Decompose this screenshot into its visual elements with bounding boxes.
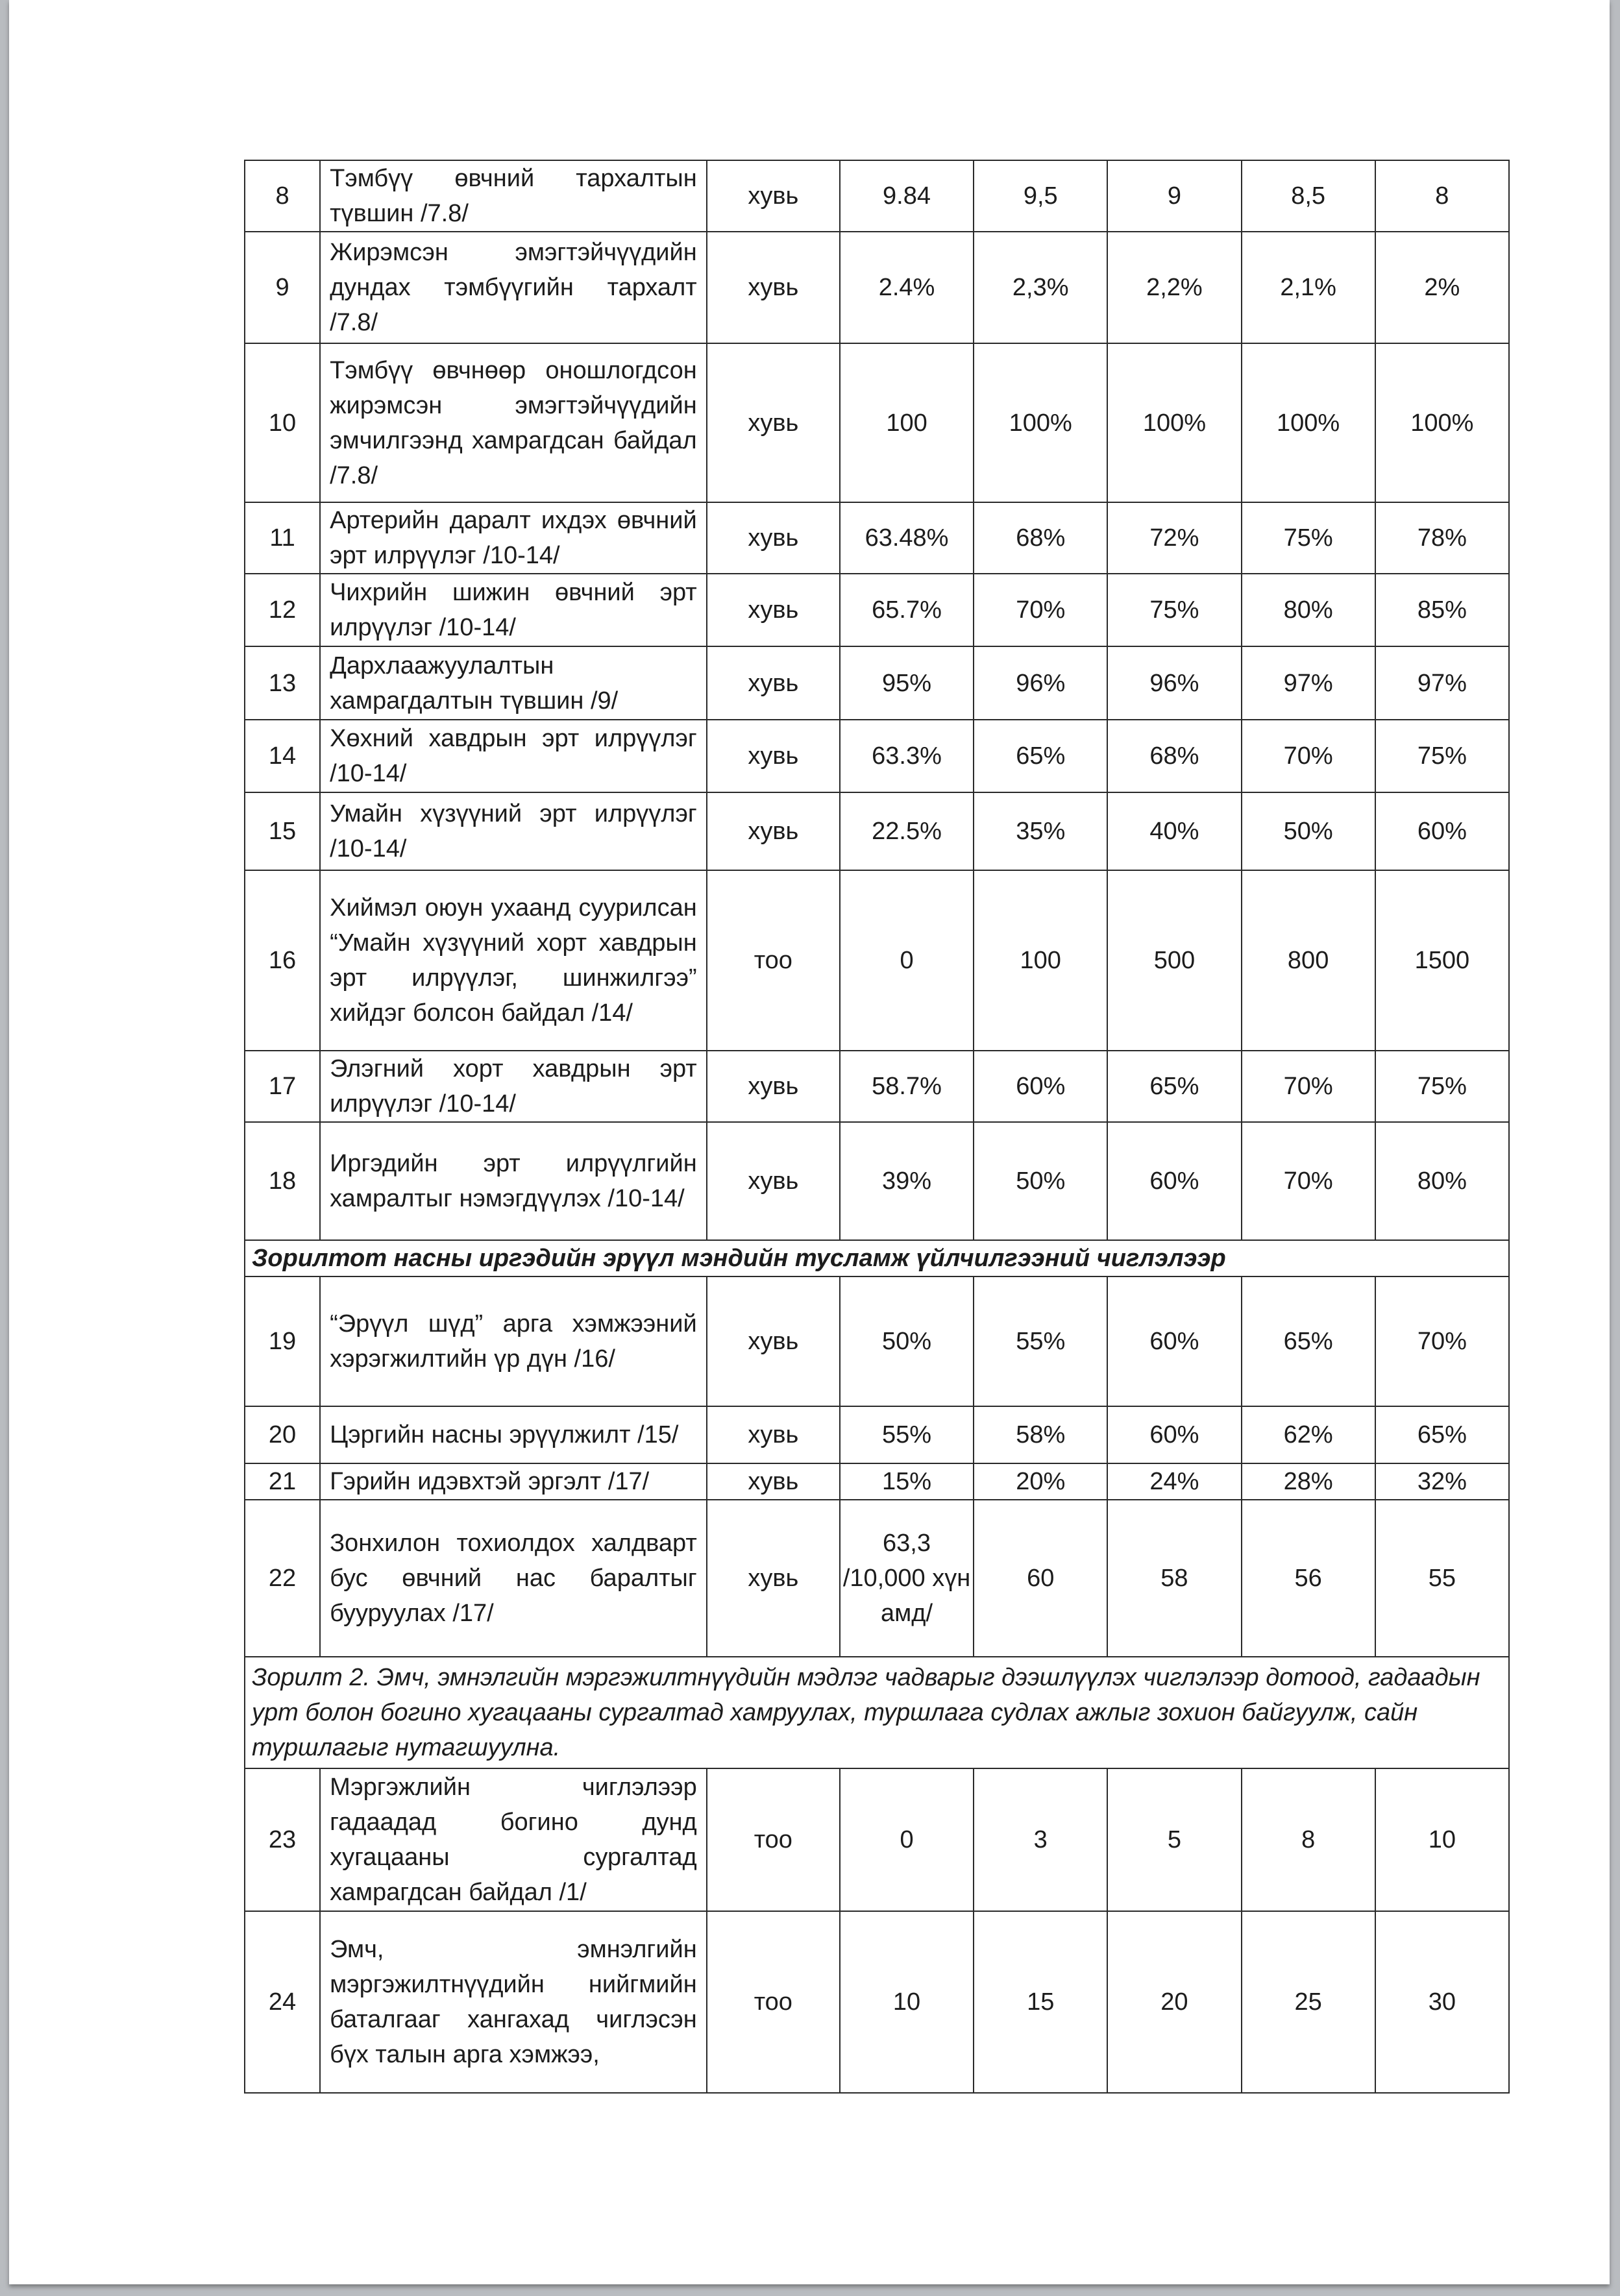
table-row [245,1276,1509,1406]
indicator-value: 1500 [1375,870,1509,1051]
row-number: 14 [245,720,320,792]
row-number: 16 [245,870,320,1051]
indicator-value: 75% [1375,720,1509,792]
indicator-value: 75% [1107,574,1241,646]
table-row [245,1051,1509,1122]
indicator-value: 100% [1375,343,1509,502]
unit-of-measure: хувь [707,574,840,646]
indicator-value: 10 [840,1911,974,2093]
unit-of-measure: хувь [707,792,840,870]
unit-of-measure: хувь [707,232,840,343]
row-number: 13 [245,646,320,720]
row-number: 21 [245,1463,320,1500]
indicator-value: 72% [1107,502,1241,574]
indicator-description: “Эрүүл шүд” арга хэмжээний хэрэгжилтийн үр дүн /16/ [320,1276,707,1406]
indicator-value: 50% [974,1122,1107,1240]
indicator-value: 96% [1107,646,1241,720]
indicator-value: 65% [1107,1051,1241,1122]
indicator-value: 55% [974,1276,1107,1406]
indicator-value: 70% [1242,1122,1375,1240]
indicator-description: Артерийн даралт ихдэх өвчний эрт илрүүлэг /10-14/ [320,502,707,574]
indicator-value: 100% [974,343,1107,502]
indicator-value: 58% [974,1406,1107,1463]
indicator-table-body [245,160,1509,2093]
table-row [245,870,1509,1051]
indicator-value: 2.4% [840,232,974,343]
table-row [245,343,1509,502]
row-number: 17 [245,1051,320,1122]
indicator-value: 56 [1242,1500,1375,1657]
indicator-description: Умайн хүзүүний эрт илрүүлэг /10-14/ [320,792,707,870]
table-row [245,1406,1509,1463]
unit-of-measure: хувь [707,720,840,792]
unit-of-measure: хувь [707,1122,840,1240]
indicator-value: 70% [1242,720,1375,792]
indicator-value: 39% [840,1122,974,1240]
indicator-value: 9.84 [840,160,974,232]
row-number: 18 [245,1122,320,1240]
unit-of-measure: хувь [707,1051,840,1122]
table-row [245,1911,1509,2093]
table-row [245,1768,1509,1911]
indicator-value: 65% [1242,1276,1375,1406]
table-row [245,1463,1509,1500]
table-row [245,232,1509,343]
row-number: 8 [245,160,320,232]
indicator-value: 70% [974,574,1107,646]
indicator-value: 0 [840,870,974,1051]
row-number: 23 [245,1768,320,1911]
indicator-description: Хиймэл оюун ухаанд суурилсан “Умайн хүзүүний хорт хавдрын эрт илрүүлэг, шинжилгээ” хийдэг болсон байдал /14/ [320,870,707,1051]
indicator-value: 85% [1375,574,1509,646]
indicator-value: 2,3% [974,232,1107,343]
indicator-value: 5 [1107,1768,1241,1911]
indicator-value: 24% [1107,1463,1241,1500]
goal-2-statement-row [245,1657,1509,1768]
indicator-value: 58.7% [840,1051,974,1122]
indicator-value: 9 [1107,160,1241,232]
indicator-value: 2% [1375,232,1509,343]
indicator-value: 75% [1375,1051,1509,1122]
row-number: 20 [245,1406,320,1463]
table-row [245,502,1509,574]
row-number: 24 [245,1911,320,2093]
unit-of-measure: тоо [707,1911,840,2093]
unit-of-measure: хувь [707,1276,840,1406]
table-row [245,574,1509,646]
section-heading-row [245,1240,1509,1276]
indicator-value: 500 [1107,870,1241,1051]
indicator-value: 95% [840,646,974,720]
row-number: 15 [245,792,320,870]
indicator-value: 70% [1242,1051,1375,1122]
indicator-description: Чихрийн шижин өвчний эрт илрүүлэг /10-14/ [320,574,707,646]
indicator-description: Гэрийн идэвхтэй эргэлт /17/ [320,1463,707,1500]
indicator-value: 68% [1107,720,1241,792]
indicator-value: 55 [1375,1500,1509,1657]
indicator-value: 60% [1107,1122,1241,1240]
unit-of-measure: хувь [707,1463,840,1500]
row-number: 12 [245,574,320,646]
indicator-description: Элэгний хорт хавдрын эрт илрүүлэг /10-14/ [320,1051,707,1122]
indicator-value: 96% [974,646,1107,720]
indicator-value: 68% [974,502,1107,574]
unit-of-measure: хувь [707,160,840,232]
indicator-value: 63,3 /10,000 хүн амд/ [840,1500,974,1657]
table-row [245,646,1509,720]
unit-of-measure: хувь [707,343,840,502]
indicator-value: 15% [840,1463,974,1500]
table-row [245,792,1509,870]
indicator-description: Жирэмсэн эмэгтэйчүүдийн дундах тэмбүүгийн тархалт /7.8/ [320,232,707,343]
indicator-value: 65% [1375,1406,1509,1463]
unit-of-measure: хувь [707,1406,840,1463]
indicator-value: 8 [1242,1768,1375,1911]
indicator-value: 60% [1107,1406,1241,1463]
indicator-table [244,160,1510,2094]
indicator-value: 55% [840,1406,974,1463]
table-row [245,1500,1509,1657]
indicator-description: Эмч, эмнэлгийн мэргэжилтнүүдийн нийгмийн баталгааг хангахад чиглэсэн бүх талын арга хэмжээ, [320,1911,707,2093]
indicator-value: 100 [974,870,1107,1051]
indicator-description: Тэмбүү өвчний тархалтын түвшин /7.8/ [320,160,707,232]
unit-of-measure: тоо [707,1768,840,1911]
indicator-value: 32% [1375,1463,1509,1500]
indicator-value: 65% [974,720,1107,792]
unit-of-measure: тоо [707,870,840,1051]
table-row [245,1122,1509,1240]
indicator-description: Цэргийн насны эрүүлжилт /15/ [320,1406,707,1463]
section-heading: Зорилтот насны иргэдийн эрүүл мэндийн тусламж үйлчилгээний чиглэлээр [245,1240,1509,1276]
indicator-value: 20 [1107,1911,1241,2093]
indicator-description: Мэргэжлийн чиглэлээр гадаадад богино дунд хугацааны сургалтад хамрагдсан байдал /1/ [320,1768,707,1911]
indicator-value: 63.3% [840,720,974,792]
indicator-value: 22.5% [840,792,974,870]
indicator-value: 0 [840,1768,974,1911]
indicator-value: 80% [1375,1122,1509,1240]
indicator-value: 2,1% [1242,232,1375,343]
indicator-value: 97% [1375,646,1509,720]
indicator-value: 9,5 [974,160,1107,232]
indicator-value: 8 [1375,160,1509,232]
indicator-value: 2,2% [1107,232,1241,343]
row-number: 22 [245,1500,320,1657]
row-number: 19 [245,1276,320,1406]
indicator-value: 3 [974,1768,1107,1911]
indicator-value: 50% [840,1276,974,1406]
indicator-value: 63.48% [840,502,974,574]
indicator-value: 97% [1242,646,1375,720]
indicator-value: 100% [1242,343,1375,502]
indicator-value: 25 [1242,1911,1375,2093]
unit-of-measure: хувь [707,502,840,574]
indicator-description: Хөхний хавдрын эрт илрүүлэг /10-14/ [320,720,707,792]
indicator-value: 30 [1375,1911,1509,2093]
indicator-value: 60% [1375,792,1509,870]
table-row [245,720,1509,792]
indicator-value: 100% [1107,343,1241,502]
indicator-value: 15 [974,1911,1107,2093]
indicator-value: 8,5 [1242,160,1375,232]
indicator-value: 62% [1242,1406,1375,1463]
indicator-value: 40% [1107,792,1241,870]
indicator-value: 78% [1375,502,1509,574]
indicator-value: 65.7% [840,574,974,646]
table-row [245,160,1509,232]
indicator-value: 60 [974,1500,1107,1657]
indicator-value: 75% [1242,502,1375,574]
indicator-value: 58 [1107,1500,1241,1657]
indicator-value: 100 [840,343,974,502]
row-number: 10 [245,343,320,502]
row-number: 9 [245,232,320,343]
indicator-description: Дархлаажуулалтын хамрагдалтын түвшин /9/ [320,646,707,720]
goal-2-statement: Зорилт 2. Эмч, эмнэлгийн мэргэжилтнүүдийн мэдлэг чадварыг дээшлүүлэх чиглэлээр дотоод, гадаадын урт болон богино хугацааны сургалтад хамруулах, туршлага судлах ажлыг зохион байгуулж, сайн туршлагыг нутагшуулна. [245,1657,1509,1768]
indicator-value: 60% [974,1051,1107,1122]
indicator-description: Зонхилон тохиолдох халдварт бус өвчний нас баралтыг бууруулах /17/ [320,1500,707,1657]
unit-of-measure: хувь [707,646,840,720]
indicator-value: 20% [974,1463,1107,1500]
indicator-value: 80% [1242,574,1375,646]
indicator-value: 10 [1375,1768,1509,1911]
unit-of-measure: хувь [707,1500,840,1657]
indicator-value: 28% [1242,1463,1375,1500]
indicator-value: 70% [1375,1276,1509,1406]
document-page [9,0,1610,2284]
indicator-value: 50% [1242,792,1375,870]
indicator-value: 35% [974,792,1107,870]
indicator-description: Иргэдийн эрт илрүүлгийн хамралтыг нэмэгдүүлэх /10-14/ [320,1122,707,1240]
indicator-description: Тэмбүү өвчнөөр оношлогдсон жирэмсэн эмэгтэйчүүдийн эмчилгээнд хамрагдсан байдал /7.8/ [320,343,707,502]
indicator-value: 60% [1107,1276,1241,1406]
indicator-value: 800 [1242,870,1375,1051]
row-number: 11 [245,502,320,574]
